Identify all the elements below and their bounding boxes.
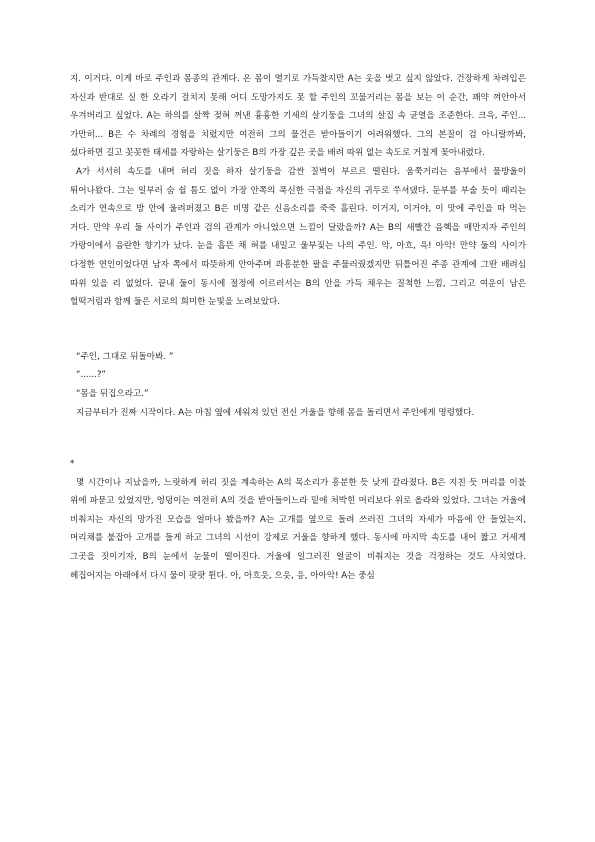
body-paragraph: 지. 이거다. 이게 바로 주인과 몸종의 관계다. 온 몸이 열기로 가득찼지만 A는 옷을 벗고 싶지 않았다. 건장하게 차려입은 자신과 반대로 실 한 오라기 걸치지 못해 어디 도망가지도 못 할 주인의 꼬물거리는 몸을 보는 이 순간, 꽤약 껴안아서 우겨버리고 싶었다. A는 하의를 살짝 젖혀 꺼낸 흉흉한 기세의 살기둥을 그녀의 살집 속 균열을 조준한다. 크윽, 주인... 가만히... B은 수 차례의 경험을 치렀지만 여전히 그의 물건은 받아들이기 어려워했다. 그의 본질이 검 아니랄까봐, 섰다하면 길고 꼿꼿한 태세를 자랑하는 살기둥은 B의 가장 깊은 곳을 배려 따위 없는 속도로 거칠게 꽂아내렸다. <box>70 74 526 159</box>
document-page <box>70 70 526 585</box>
body-paragraph: 몇 시간이나 지났을까, 느릿하게 허리 짓을 계속하는 A의 목소리가 흥분한 듯 낮게 갈라졌다. B은 지친 듯 머리를 이불 위에 파묻고 있었지만, 엉덩이는 여전히 A의 것을 받아들이느라 밑에 처박힌 머리보다 위로 올라와 있었다. 그녀는 거울에 비춰지는 자신의 망가진 모습을 얼마나 봤을까? A는 고개를 옆으로 돌려 쓰러진 그녀의 자세가 마음에 안 들었는지, 머리채를 붙잡아 고개를 들게 하고 그녀의 시선이 강제로 거울을 향하게 했다. 동시에 마지막 속도를 내어 짧고 거세게 그곳을 짓이기자, B의 눈에서 눈물이 떨어진다. 거울에 일그러진 얼굴이 비춰지는 것을 걱정하는 것도 사치였다. 헤집어지는 아래에서 다시 물이 팟팟 튄다. 아, 아흐읏, 으읏, 응, 아아악! A는 중심 <box>70 477 526 581</box>
scene-break: * <box>70 459 75 470</box>
body-paragraph: A가 서서히 속도를 내며 허리 짓을 하자 살기둥을 감싼 질벽이 부르르 떨린다. 움쭉거리는 음부에서 물방울이 튀어나왔다. 그는 일부러 숨 쉴 틈도 없이 가장 안쪽의 푹신한 극점을 자신의 귀두로 쑤셔댔다. 둔부를 부술 듯이 때리는 소리가 연속으로 방 안에 울려퍼졌고 B은 비명 같은 신음소리를 죽죽 흘린다. 이거지, 이거야, 이 맛에 주인을 따 먹는 거다. 만약 우리 둘 사이가 주인과 검의 관계가 아니었으면 느낌이 달랐을까? A는 B의 새빨간 음핵을 매만지자 주인의 가랑이에서 음란한 향기가 났다. 눈을 흡뜬 채 혀를 내밀고 울부짖는 나의 주인. 악, 아흐, 윽! 아악! 만약 둘의 사이가 다정한 연인이었다면 남자 쪽에서 따뜻하게 안아주며 과흥분한 팔을 주물러줬겠지만 뒤틀어진 주종 관계에 그딴 배려심 따위 있을 리 없었다. 끝내 둘이 동시에 절정에 이르러서는 B의 안을 가득 채우는 질척한 느낌, 그리고 여운이 남은 헐떡거림과 함께 둘은 서로의 희미한 눈빛을 노려보았다. <box>70 166 526 308</box>
dialogue-line: “몸을 뒤집으라고.” <box>76 388 149 399</box>
dialogue-line: “......?” <box>76 370 106 381</box>
dialogue-line: “주인, 그대로 뒤돌아봐. ” <box>76 351 174 362</box>
body-paragraph: 지금부터가 진짜 시작이다. A는 마침 옆에 세워져 있던 전신 거울을 향해 몸을 돌리면서 주인에게 명령했다. <box>76 407 475 418</box>
